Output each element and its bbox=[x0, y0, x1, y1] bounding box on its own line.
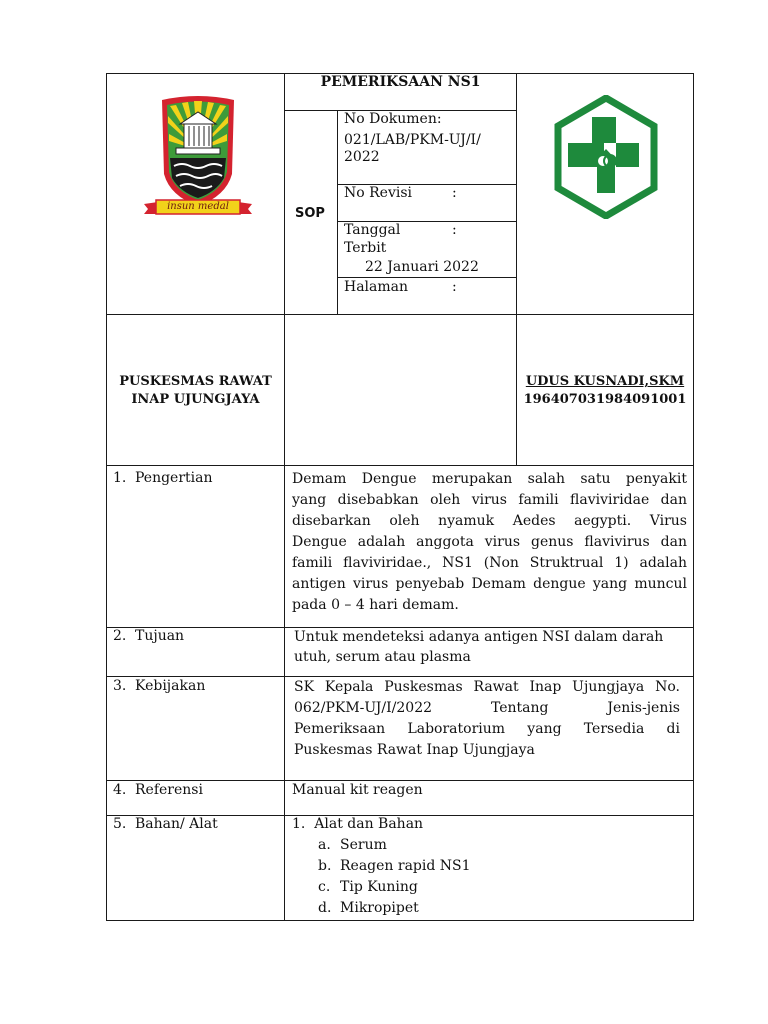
section-line: Manual kit reagen bbox=[292, 782, 423, 798]
section-line: SK Kepala Puskesmas Rawat Inap Ujungjaya No. bbox=[294, 679, 680, 695]
no-dokumen-label: No Dokumen: bbox=[344, 111, 442, 127]
list-item-text: Tip Kuning bbox=[340, 879, 418, 895]
section-line: Untuk mendeteksi adanya antigen NSI dalam darah bbox=[294, 629, 664, 645]
institution-name-line-2: INAP UJUNGJAYA bbox=[131, 392, 260, 407]
section-label bbox=[113, 626, 184, 647]
border-row-signature-end bbox=[106, 465, 694, 466]
border-right bbox=[693, 73, 694, 921]
section-title: Kebijakan bbox=[135, 678, 206, 694]
tanggal-value: 22 Januari 2022 bbox=[365, 259, 479, 275]
list-item bbox=[318, 835, 387, 856]
section-line: yang disebabkan oleh virus famili flaviviridae dan bbox=[292, 492, 687, 508]
section-number: 4. bbox=[113, 782, 127, 798]
section-line: 062/PKM-UJ/I/2022 Tentang Jenis-jenis bbox=[294, 700, 680, 716]
list-item-text: Reagen rapid NS1 bbox=[340, 858, 471, 874]
section-number: 3. bbox=[113, 678, 127, 694]
section-number: 1. bbox=[113, 470, 127, 486]
section-title: Referensi bbox=[135, 782, 203, 798]
signatory-nip: 196407031984091001 bbox=[523, 392, 687, 407]
document-title: PEMERIKSAAN NS1 bbox=[320, 74, 481, 90]
section-title: Pengertian bbox=[135, 470, 213, 486]
tanggal-colon: : bbox=[452, 222, 457, 238]
section-line: Puskesmas Rawat Inap Ujungjaya bbox=[294, 742, 535, 758]
list-marker: b. bbox=[318, 858, 332, 874]
section-label bbox=[113, 468, 213, 489]
list-marker: c. bbox=[318, 879, 331, 895]
section-line: antigen virus penyebab Demam dengue yang muncul bbox=[292, 576, 687, 592]
section-line: disebarkan oleh nyamuk Aedes aegypti. Virus bbox=[292, 513, 687, 529]
list-marker: d. bbox=[318, 900, 332, 916]
list-item bbox=[318, 877, 418, 898]
section-label bbox=[113, 780, 203, 801]
list-heading: 1. Alat dan Bahan bbox=[292, 816, 424, 832]
section-line: Demam Dengue merupakan salah satu penyakit bbox=[292, 471, 687, 487]
section-line: famili flaviviridae., NS1 (Non Struktrual 1) adalah bbox=[292, 555, 687, 571]
list-item-text: Serum bbox=[340, 837, 387, 853]
section-line: Pemeriksaan Laboratorium yang Tersedia di bbox=[294, 721, 680, 737]
tanggal-label: Tanggal bbox=[344, 222, 401, 238]
section-label bbox=[113, 814, 218, 835]
halaman-label: Halaman bbox=[344, 279, 409, 295]
no-revisi-colon: : bbox=[452, 185, 457, 201]
institution-name: PUSKESMAS RAWAT bbox=[119, 374, 272, 389]
puskesmas-logo bbox=[553, 95, 659, 219]
list-item bbox=[318, 856, 471, 877]
sop-label: SOP bbox=[295, 206, 325, 221]
section-title: Tujuan bbox=[135, 628, 185, 644]
border-row-header-end bbox=[106, 314, 694, 315]
signatory-name: UDUS KUSNADI,SKM bbox=[525, 374, 685, 389]
section-label bbox=[113, 676, 205, 697]
section-number: 2. bbox=[113, 628, 127, 644]
section-number: 5. bbox=[113, 816, 127, 832]
section-title: Bahan/ Alat bbox=[135, 816, 218, 832]
section-line: pada 0 – 4 hari demam. bbox=[292, 597, 459, 613]
logo-banner-text: insun medal bbox=[167, 201, 229, 212]
list-marker: a. bbox=[318, 837, 331, 853]
section-line: Dengue adalah anggota virus genus flavivirus dan bbox=[292, 534, 687, 550]
border-sop-divider bbox=[337, 110, 338, 315]
list-item-text: Mikropipet bbox=[340, 900, 419, 916]
border-col-divider bbox=[284, 73, 285, 921]
no-dokumen-value: 021/LAB/PKM-UJ/I/ bbox=[344, 132, 481, 148]
border-left bbox=[106, 73, 107, 921]
section-line: utuh, serum atau plasma bbox=[294, 649, 471, 665]
halaman-colon: : bbox=[452, 279, 457, 295]
no-revisi-label: No Revisi bbox=[344, 185, 413, 201]
border-bottom bbox=[106, 920, 694, 921]
no-dokumen-value-year: 2022 bbox=[344, 149, 380, 165]
list-item bbox=[318, 898, 419, 919]
terbit-label: Terbit bbox=[344, 240, 387, 256]
